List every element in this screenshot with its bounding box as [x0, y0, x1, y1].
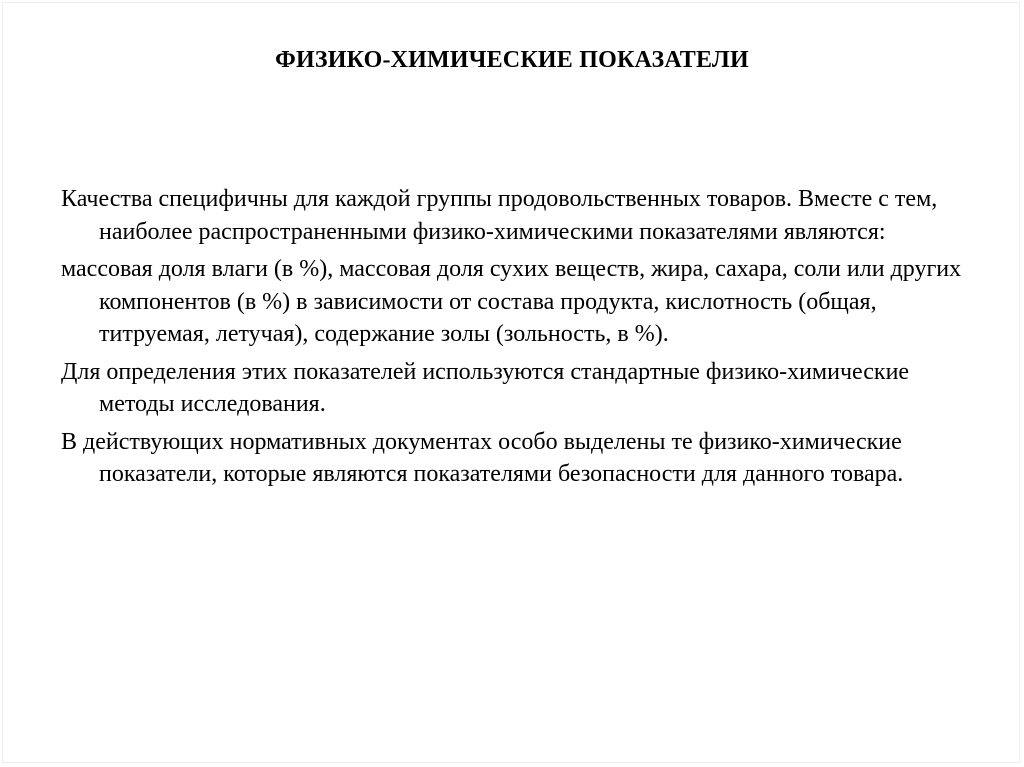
paragraph-indicators-list: массовая доля влаги (в %), массовая доля сухих веществ, жира, сахара, соли или других компонентов (в %) в зависимости от состава продукта, кислотность (общая, титруемая, летучая), содержание золы (зольность, в %). [61, 256, 962, 347]
paragraph-methods: Для определения этих показателей используются стандартные физико-химические методы исследования. [61, 358, 910, 417]
paragraph-safety: В действующих нормативных документах особо выделены те физико-химические показатели, которые являются показателями безопасности для данного товара. [61, 428, 904, 487]
slide-title: ФИЗИКО-ХИМИЧЕСКИЕ ПОКАЗАТЕЛИ [275, 47, 749, 73]
paragraph-intro: Качества специфичны для каждой группы продовольственных товаров. Вместе с тем, наиболее распространенными физико-химическими показателями являются: [61, 186, 938, 245]
slide-body [61, 183, 981, 491]
